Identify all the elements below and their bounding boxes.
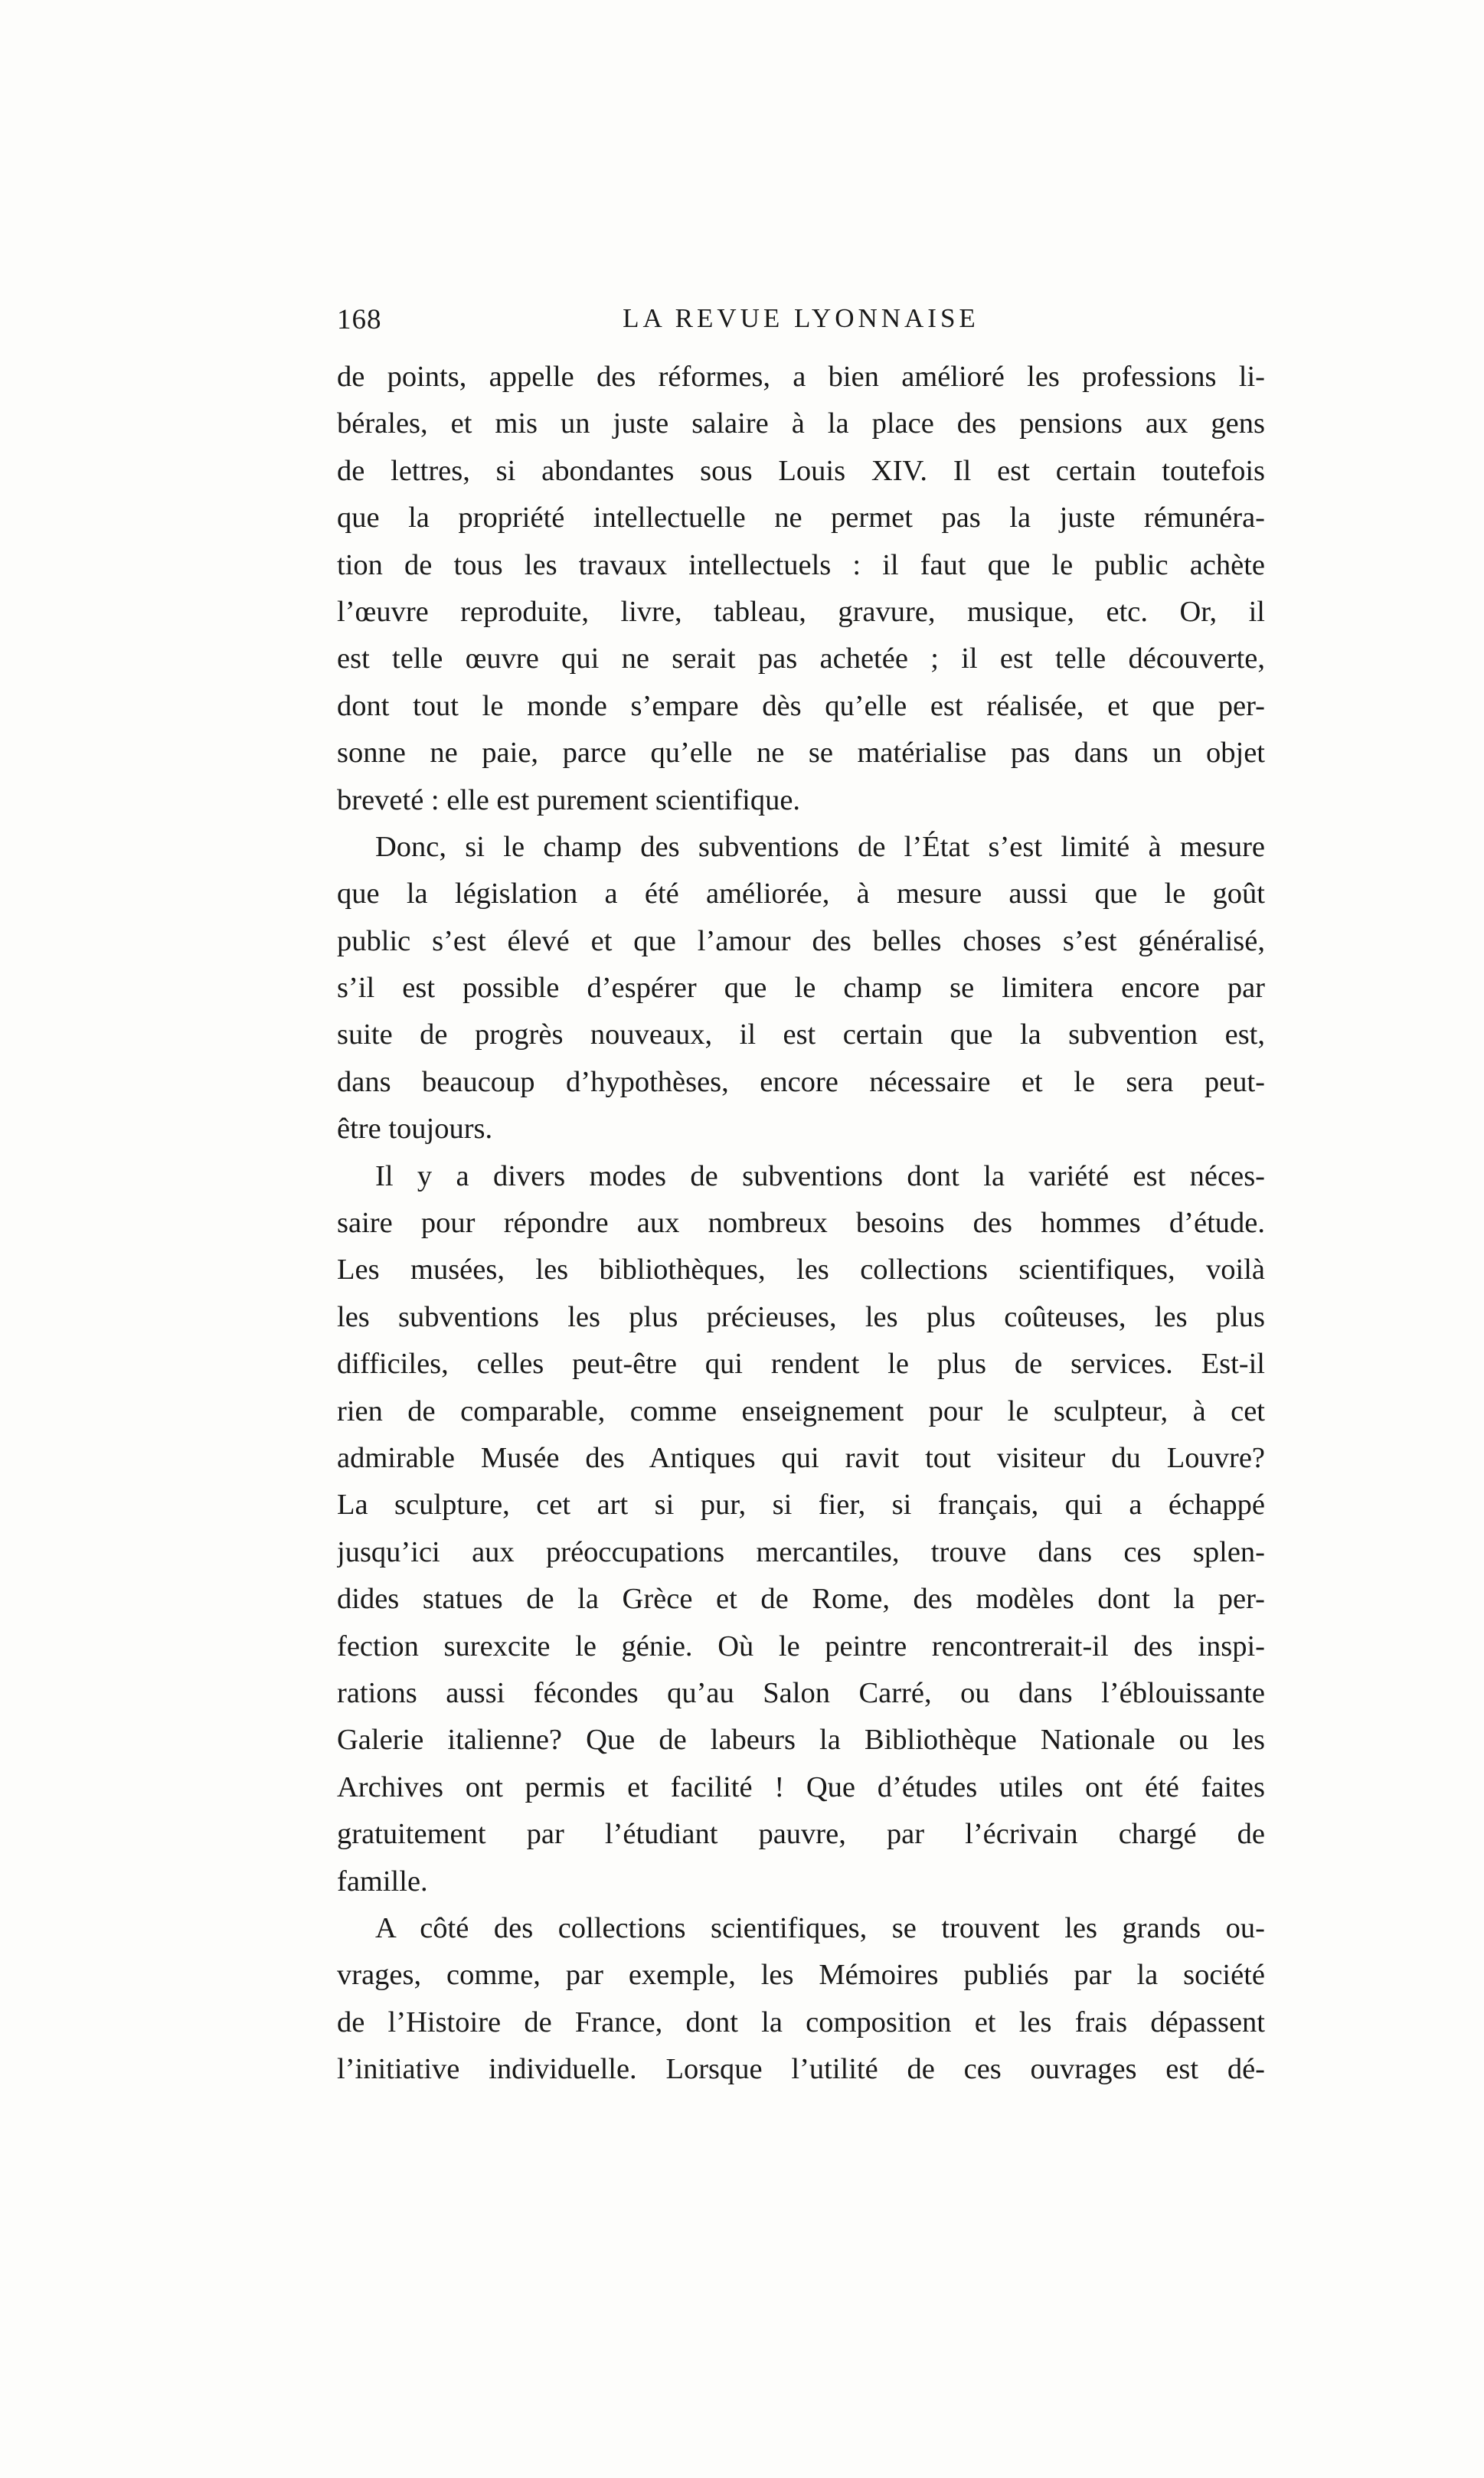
- running-title: LA REVUE LYONNAISE: [623, 303, 979, 333]
- paragraph: [337, 354, 1265, 824]
- text-line: tion de tous les travaux intellectuels : il faut que le public achète: [337, 548, 1265, 581]
- text-line: fection surexcite le génie. Où le peintre rencontrerait-il des inspi-: [337, 1630, 1265, 1662]
- text-line: gratuitement par l’étudiant pauvre, par l’écrivain chargé de: [337, 1818, 1265, 1851]
- text-line: bérales, et mis un juste salaire à la place des pensions aux gens: [337, 407, 1265, 440]
- page-number: 168: [337, 304, 382, 335]
- text-line: que la législation a été améliorée, à mesure aussi que le goût: [337, 878, 1265, 910]
- text-line: Il y a divers modes de subventions dont la variété est néces-: [375, 1159, 1265, 1192]
- text-line: Les musées, les bibliothèques, les collections scientifiques, voilà: [337, 1254, 1265, 1286]
- text-line: famille.: [337, 1865, 428, 1898]
- text-line: dides statues de la Grèce et de Rome, des modèles dont la per-: [337, 1583, 1265, 1616]
- text-line: l’initiative individuelle. Lorsque l’utilité de ces ouvrages est dé-: [337, 2053, 1265, 2086]
- text-line: de lettres, si abondantes sous Louis XIV. Il est certain toutefois: [337, 454, 1265, 487]
- text-line: dans beaucoup d’hypothèses, encore nécessaire et le sera peut-: [337, 1065, 1265, 1098]
- text-line: l’œuvre reproduite, livre, tableau, gravure, musique, etc. Or, il: [337, 595, 1265, 628]
- paragraph: [337, 824, 1265, 1153]
- text-line: les subventions les plus précieuses, les plus coûteuses, les plus: [337, 1300, 1265, 1333]
- text-line: breveté : elle est purement scientifique.: [337, 783, 801, 816]
- text-line: dont tout le monde s’empare dès qu’elle est réalisée, et que per-: [337, 689, 1265, 722]
- text-line: rien de comparable, comme enseignement pour le sculpteur, à cet: [337, 1394, 1265, 1427]
- text-line: jusqu’ici aux préoccupations mercantiles, trouve dans ces splen-: [337, 1535, 1265, 1568]
- text-line: Donc, si le champ des subventions de l’État s’est limité à mesure: [375, 830, 1265, 863]
- text-line: public s’est élevé et que l’amour des belles choses s’est généralisé,: [337, 924, 1265, 957]
- text-line: suite de progrès nouveaux, il est certain que la subvention est,: [337, 1018, 1265, 1051]
- paragraph: [337, 1153, 1265, 1905]
- text-line: La sculpture, cet art si pur, si fier, si français, qui a échappé: [337, 1489, 1265, 1522]
- text-line: Galerie italienne? Que de labeurs la Bibliothèque Nationale ou les: [337, 1724, 1265, 1757]
- text-line: Archives ont permis et facilité ! Que d’études utiles ont été faites: [337, 1770, 1265, 1803]
- text-line: vrages, comme, par exemple, les Mémoires publiés par la société: [337, 1959, 1265, 1992]
- paragraph: [337, 1905, 1265, 2094]
- text-line: rations aussi fécondes qu’au Salon Carré, ou dans l’éblouissante: [337, 1676, 1265, 1709]
- text-line: saire pour répondre aux nombreux besoins des hommes d’étude.: [337, 1207, 1265, 1240]
- text-line: admirable Musée des Antiques qui ravit tout visiteur du Louvre?: [337, 1441, 1265, 1474]
- body-text: [337, 354, 1265, 2093]
- text-line: difficiles, celles peut-être qui rendent le plus de services. Est-il: [337, 1348, 1265, 1381]
- text-line: de l’Histoire de France, dont la composition et les frais dépassent: [337, 2006, 1265, 2038]
- text-line: être toujours.: [337, 1113, 493, 1146]
- text-line: de points, appelle des réformes, a bien amélioré les professions li-: [337, 361, 1265, 393]
- text-line: A côté des collections scientifiques, se trouvent les grands ou-: [375, 1911, 1265, 1944]
- text-line: est telle œuvre qui ne serait pas achetée ; il est telle découverte,: [337, 642, 1265, 675]
- running-header: [337, 303, 1265, 346]
- text-line: sonne ne paie, parce qu’elle ne se matérialise pas dans un objet: [337, 737, 1265, 770]
- text-line: que la propriété intellectuelle ne permet pas la juste rémunéra-: [337, 502, 1265, 535]
- text-line: s’il est possible d’espérer que le champ se limitera encore par: [337, 972, 1265, 1005]
